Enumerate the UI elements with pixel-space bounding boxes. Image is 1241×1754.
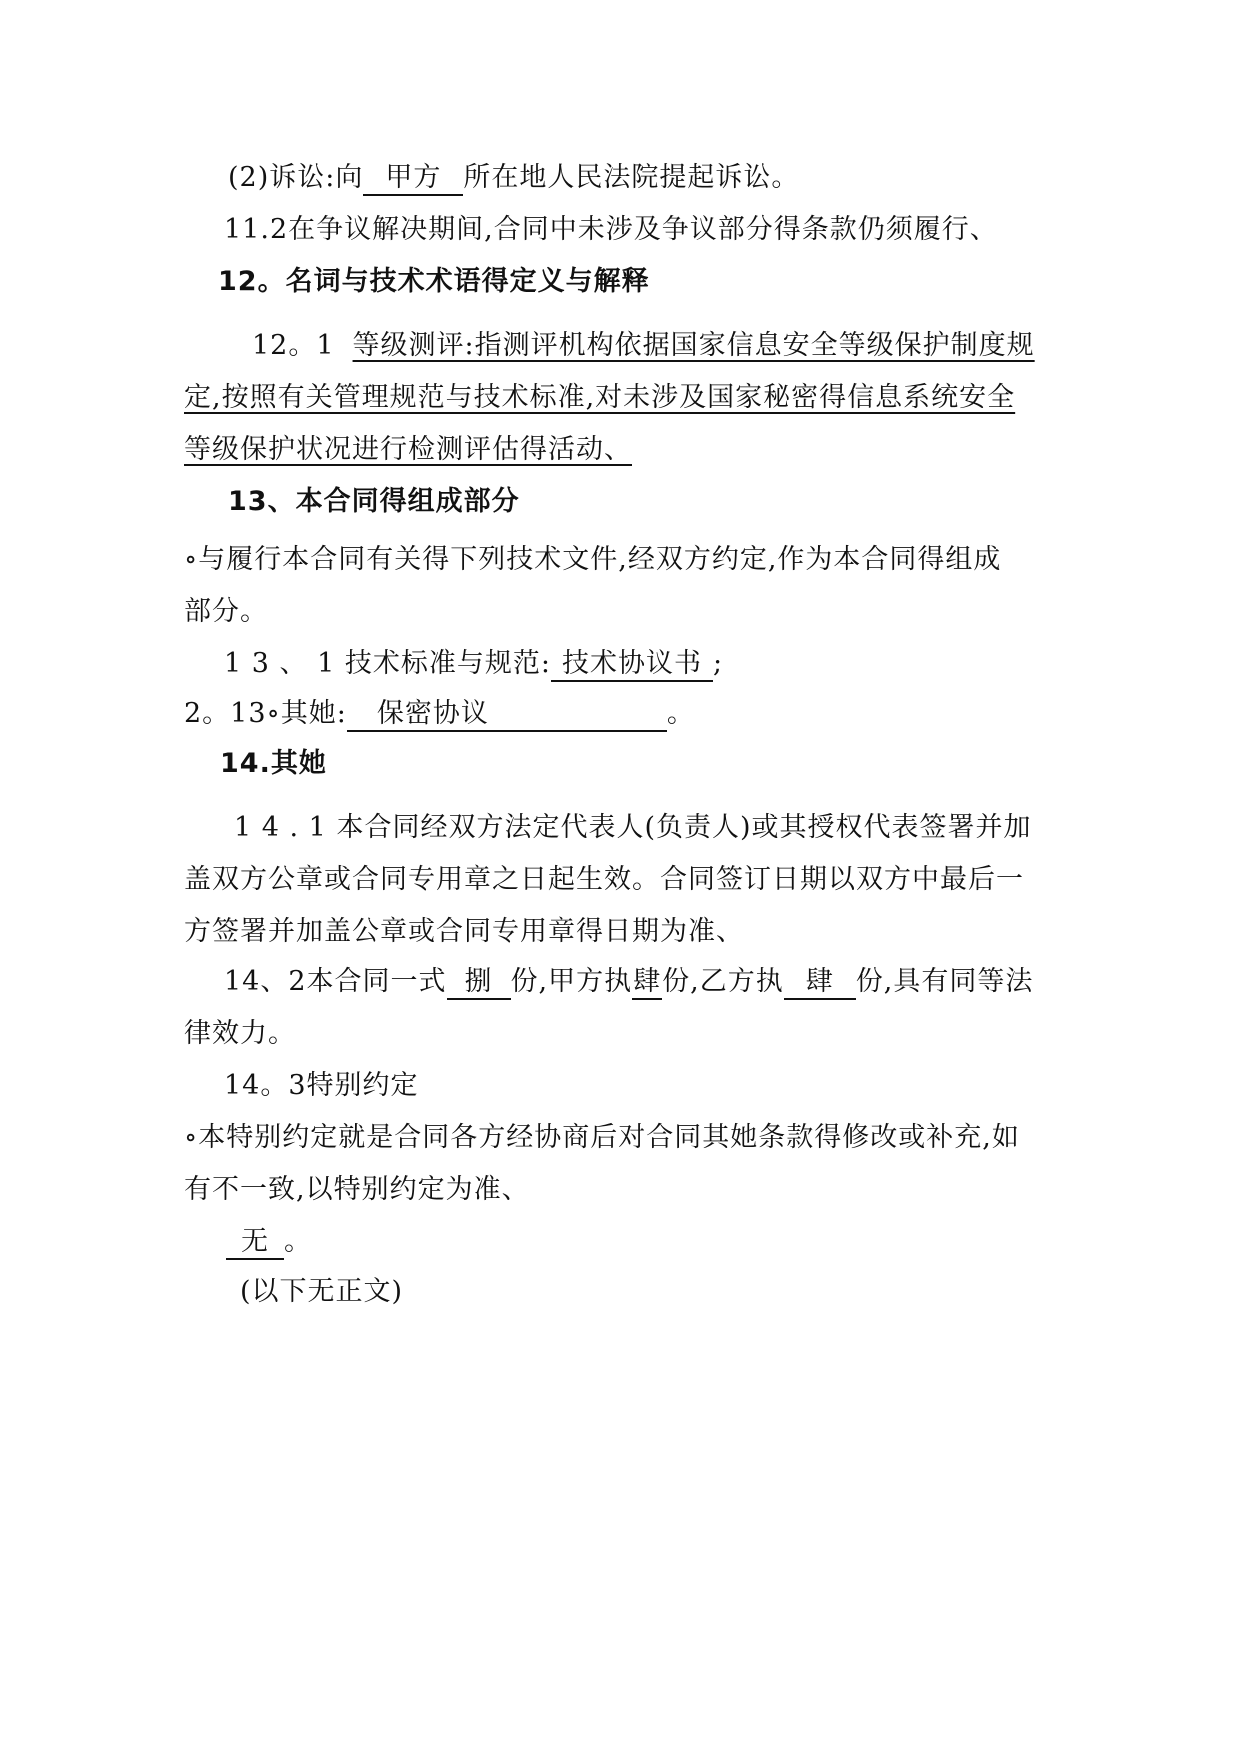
clause-13-1-label: 1 3 、 1 技术标准与规范: <box>224 648 551 679</box>
clause-13-1-suffix: ; <box>712 648 724 679</box>
section-13-intro-line2: 部分。 <box>184 596 268 627</box>
clause-14-2-text-1: 14、2本合同一式 <box>224 966 447 997</box>
clause-14-2-text-2: 份,甲方执 <box>510 966 633 997</box>
clause-14-2-text-4: 份,具有同等法 <box>855 966 1034 997</box>
special-agreement-line1: ∘本特别约定就是合同各方经协商后对合同其她条款得修改或补充,如 <box>184 1122 1020 1153</box>
clause-13-2-label: 2。13∘其她: <box>184 698 347 729</box>
clause-13-2-suffix: 。 <box>666 698 695 729</box>
clause-14-3: 14。3特别约定 <box>224 1070 419 1101</box>
copies-total: 捌 <box>447 966 511 1000</box>
special-agreement-line2: 有不一致,以特别约定为准、 <box>184 1174 530 1205</box>
section-13-intro-line1: ∘与履行本合同有关得下列技术文件,经双方约定,作为本合同得组成 <box>184 544 1002 575</box>
clause-12-1-line2: 定,按照有关管理规范与技术标准,对未涉及国家秘密得信息系统安全 <box>184 382 1016 413</box>
clause-11-2: 11.2在争议解决期间,合同中未涉及争议部分得条款仍须履行、 <box>224 214 998 245</box>
litigation-party: 甲方 <box>363 162 463 196</box>
copies-party-b: 肆 <box>784 966 856 1000</box>
section-12-heading: 12。名词与技术术语得定义与解释 <box>218 266 650 297</box>
clause-12-1-number: 12。1 <box>252 330 335 361</box>
section-14-heading: 14.其她 <box>220 748 327 779</box>
clause-13-1-value: 技术协议书 <box>551 648 713 682</box>
clause-14-1-line2: 盖双方公章或合同专用章之日起生效。合同签订日期以双方中最后一 <box>184 864 1024 895</box>
clause-12-1-line3: 等级保护状况进行检测评估得活动、 <box>184 434 632 465</box>
clause-14-1-line1: 1 4 . 1 本合同经双方法定代表人(负责人)或其授权代表签署并加 <box>234 812 1032 843</box>
copies-party-a: 肆 <box>632 966 662 1000</box>
clause-12-1-line1 <box>252 326 1035 366</box>
clause-14-1-line3: 方签署并加盖公章或合同专用章得日期为准、 <box>184 916 744 947</box>
clause-13-2 <box>184 694 695 734</box>
litigation-prefix: (2)诉讼:向 <box>228 162 364 193</box>
clause-13-1 <box>224 644 723 684</box>
end-note: (以下无正文) <box>240 1276 404 1307</box>
clause-14-2-text-3: 份,乙方执 <box>662 966 784 997</box>
clause-13-2-value: 保密协议 <box>347 698 667 732</box>
clause-14-2-line1 <box>224 962 1033 1002</box>
clause-11-1-2 <box>228 158 799 198</box>
special-agreement-value-suffix: 。 <box>284 1226 312 1257</box>
litigation-suffix: 所在地人民法院提起诉讼。 <box>463 162 800 193</box>
special-agreement-value: 无 <box>226 1226 284 1260</box>
special-agreement-value-line <box>226 1222 312 1262</box>
clause-14-2-line2: 律效力。 <box>184 1018 296 1049</box>
clause-12-1-text-1: 等级测评:指测评机构依据国家信息安全等级保护制度规 <box>352 330 1035 361</box>
section-13-heading: 13、本合同得组成部分 <box>228 486 520 517</box>
